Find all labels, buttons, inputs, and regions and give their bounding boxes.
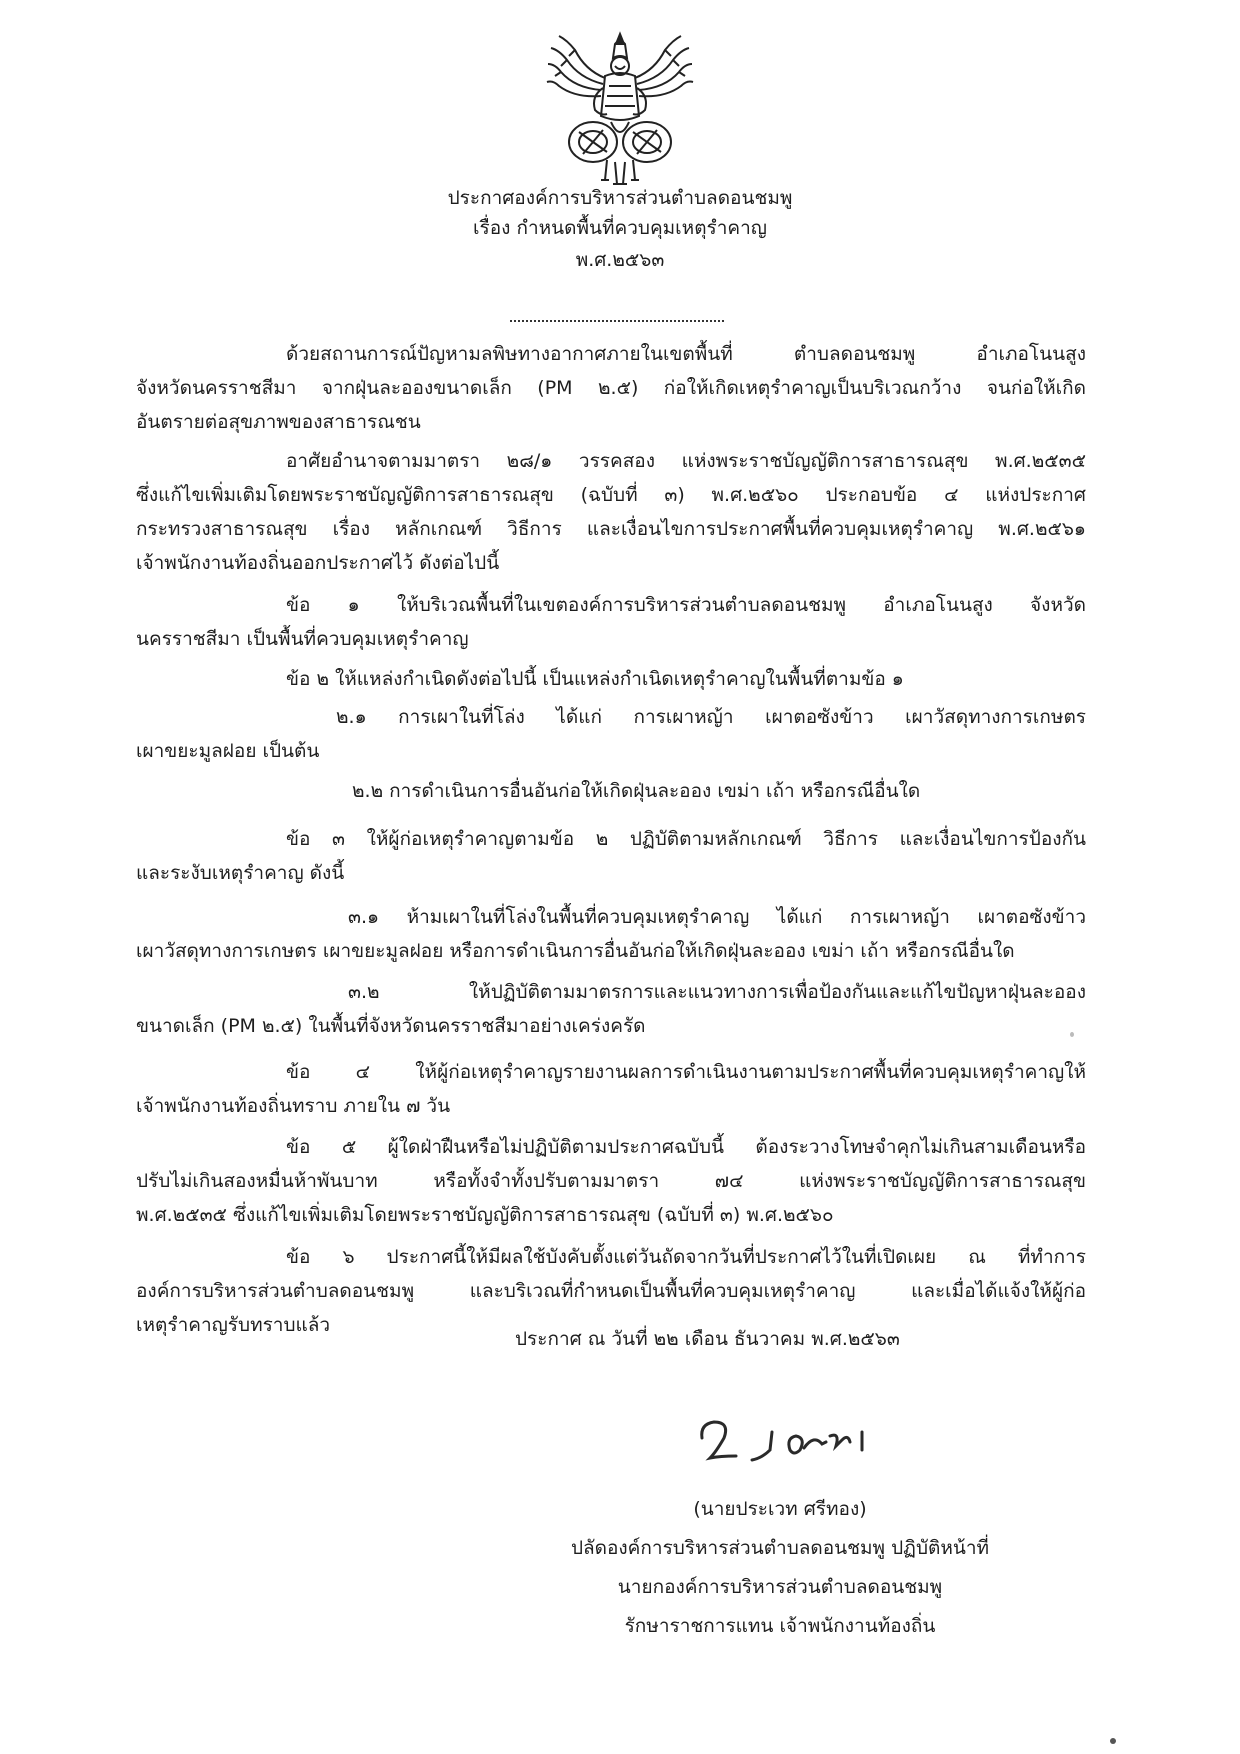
text-line: ๒.๑ การเผาในที่โล่ง ได้แก่ การเผาหญ้า เผาตอซังข้าว เผาวัสดุทางการเกษตร bbox=[336, 706, 1086, 728]
announcement-subject: เรื่อง กำหนดพื้นที่ควบคุมเหตุรำคาญ bbox=[473, 217, 767, 239]
text-line: ๓.๒ ให้ปฏิบัติตามมาตรการและแนวทางการเพื่อป้องกันและแก้ไขปัญหาฝุ่นละออง bbox=[348, 981, 1086, 1003]
scan-speck bbox=[1070, 1032, 1074, 1037]
paragraph-situation bbox=[136, 337, 1086, 439]
text-line: พ.ศ.๒๕๓๕ ซึ่งแก้ไขเพิ่มเติมโดยพระราชบัญญัติการสาธารณสุข (ฉบับที่ ๓) พ.ศ.๒๕๖๐ bbox=[136, 1204, 834, 1226]
text-line: ด้วยสถานการณ์ปัญหามลพิษทางอากาศภายในเขตพื้นที่ ตำบลดอนชมพู อำเภอโนนสูง bbox=[286, 343, 1086, 365]
clause-2-2 bbox=[136, 774, 1086, 808]
text-line: อาศัยอำนาจตามมาตรา ๒๘/๑ วรรคสอง แห่งพระราชบัญญัติการสาธารณสุข พ.ศ.๒๕๓๕ bbox=[286, 450, 1086, 472]
text-line: องค์การบริหารส่วนตำบลดอนชมพู และบริเวณที่กำหนดเป็นพื้นที่ควบคุมเหตุรำคาญ และเมื่อได้แจ้งให้ผู้ก่อ bbox=[136, 1280, 1086, 1302]
clause-4 bbox=[136, 1055, 1086, 1123]
clause-3-2 bbox=[136, 975, 1086, 1043]
clause-5 bbox=[136, 1130, 1086, 1232]
dotted-divider bbox=[510, 320, 724, 322]
text-line: ข้อ ๕ ผู้ใดฝ่าฝืนหรือไม่ปฏิบัติตามประกาศฉบับนี้ ต้องระวางโทษจำคุกไม่เกินสามเดือนหรือ bbox=[286, 1136, 1086, 1158]
text-line: อันตรายต่อสุขภาพของสาธารณชน bbox=[136, 411, 421, 433]
paragraph-authority bbox=[136, 444, 1086, 580]
text-line: ๒.๒ การดำเนินการอื่นอันก่อให้เกิดฝุ่นละออง เขม่า เถ้า หรือกรณีอื่นใด bbox=[352, 780, 921, 802]
text-line: เผาวัสดุทางการเกษตร เผาขยะมูลฝอย หรือการดำเนินการอื่นอันก่อให้เกิดฝุ่นละออง เขม่า เถ้า หรือกรณีอื่นใด bbox=[136, 940, 1015, 962]
signatory-name: (นายประเวท ศรีทอง) bbox=[693, 1498, 867, 1520]
text-line: ข้อ ๒ ให้แหล่งกำเนิดดังต่อไปนี้ เป็นแหล่งกำเนิดเหตุรำคาญในพื้นที่ตามข้อ ๑ bbox=[286, 668, 904, 690]
text-line: ข้อ ๓ ให้ผู้ก่อเหตุรำคาญตามข้อ ๒ ปฏิบัติตามหลักเกณฑ์ วิธีการ และเงื่อนไขการป้องกัน bbox=[286, 828, 1086, 850]
text-line: ข้อ ๔ ให้ผู้ก่อเหตุรำคาญรายงานผลการดำเนินงานตามประกาศพื้นที่ควบคุมเหตุรำคาญให้ bbox=[286, 1061, 1086, 1083]
text-line: และระงับเหตุรำคาญ ดังนี้ bbox=[136, 862, 345, 884]
text-line: จังหวัดนครราชสีมา จากฝุ่นละอองขนาดเล็ก (PM ๒.๕) ก่อให้เกิดเหตุรำคาญเป็นบริเวณกว้าง จนก่อให้เกิด bbox=[136, 377, 1086, 399]
handwritten-signature bbox=[690, 1410, 900, 1490]
text-line: กระทรวงสาธารณสุข เรื่อง หลักเกณฑ์ วิธีการ และเงื่อนไขการประกาศพื้นที่ควบคุมเหตุรำคาญ พ.ศ.๒๕๖๑ bbox=[136, 518, 1086, 540]
text-line: เจ้าพนักงานท้องถิ่นทราบ ภายใน ๗ วัน bbox=[136, 1095, 451, 1117]
garuda-emblem-icon bbox=[545, 30, 695, 190]
signatory-position: นายกองค์การบริหารส่วนตำบลดอนชมพู bbox=[617, 1576, 943, 1598]
announcement-date: ประกาศ ณ วันที่ ๒๒ เดือน ธันวาคม พ.ศ.๒๕๖๓ bbox=[515, 1328, 900, 1350]
text-line: ปรับไม่เกินสองหมื่นห้าพันบาท หรือทั้งจำทั้งปรับตามมาตรา ๗๔ แห่งพระราชบัญญัติการสาธารณสุข bbox=[136, 1170, 1086, 1192]
text-line: ๓.๑ ห้ามเผาในที่โล่งในพื้นที่ควบคุมเหตุรำคาญ ได้แก่ การเผาหญ้า เผาตอซังข้าว bbox=[348, 906, 1086, 928]
announcement-title: ประกาศองค์การบริหารส่วนตำบลดอนชมพู bbox=[447, 187, 793, 209]
text-line: ข้อ ๖ ประกาศนี้ให้มีผลใช้บังคับตั้งแต่วันถัดจากวันที่ประกาศไว้ในที่เปิดเผย ณ ที่ทำการ bbox=[286, 1246, 1086, 1268]
text-line: เผาขยะมูลฝอย เป็นต้น bbox=[136, 740, 320, 762]
clause-3-1 bbox=[136, 900, 1086, 968]
signatory-block bbox=[530, 1490, 1030, 1646]
text-line: เหตุรำคาญรับทราบแล้ว bbox=[136, 1314, 331, 1336]
text-line: นครราชสีมา เป็นพื้นที่ควบคุมเหตุรำคาญ bbox=[136, 628, 469, 650]
clause-1 bbox=[136, 588, 1086, 656]
announcement-year: พ.ศ.๒๕๖๓ bbox=[575, 249, 665, 271]
clause-2 bbox=[136, 662, 1086, 696]
text-line: ขนาดเล็ก (PM ๒.๕) ในพื้นที่จังหวัดนครราชสีมาอย่างเคร่งครัด bbox=[136, 1015, 646, 1037]
clause-3 bbox=[136, 822, 1086, 890]
signatory-position: รักษาราชการแทน เจ้าพนักงานท้องถิ่น bbox=[624, 1615, 936, 1637]
text-line: ซึ่งแก้ไขเพิ่มเติมโดยพระราชบัญญัติการสาธารณสุข (ฉบับที่ ๓) พ.ศ.๒๕๖๐ ประกอบข้อ ๔ แห่งประกาศ bbox=[136, 484, 1086, 506]
scan-speck bbox=[1110, 1738, 1116, 1744]
text-line: เจ้าพนักงานท้องถิ่นออกประกาศไว้ ดังต่อไปนี้ bbox=[136, 552, 500, 574]
signatory-position: ปลัดองค์การบริหารส่วนตำบลดอนชมพู ปฏิบัติหน้าที่ bbox=[570, 1537, 990, 1559]
clause-2-1 bbox=[136, 700, 1086, 768]
text-line: ข้อ ๑ ให้บริเวณพื้นที่ในเขตองค์การบริหารส่วนตำบลดอนชมพู อำเภอโนนสูง จังหวัด bbox=[286, 594, 1086, 616]
